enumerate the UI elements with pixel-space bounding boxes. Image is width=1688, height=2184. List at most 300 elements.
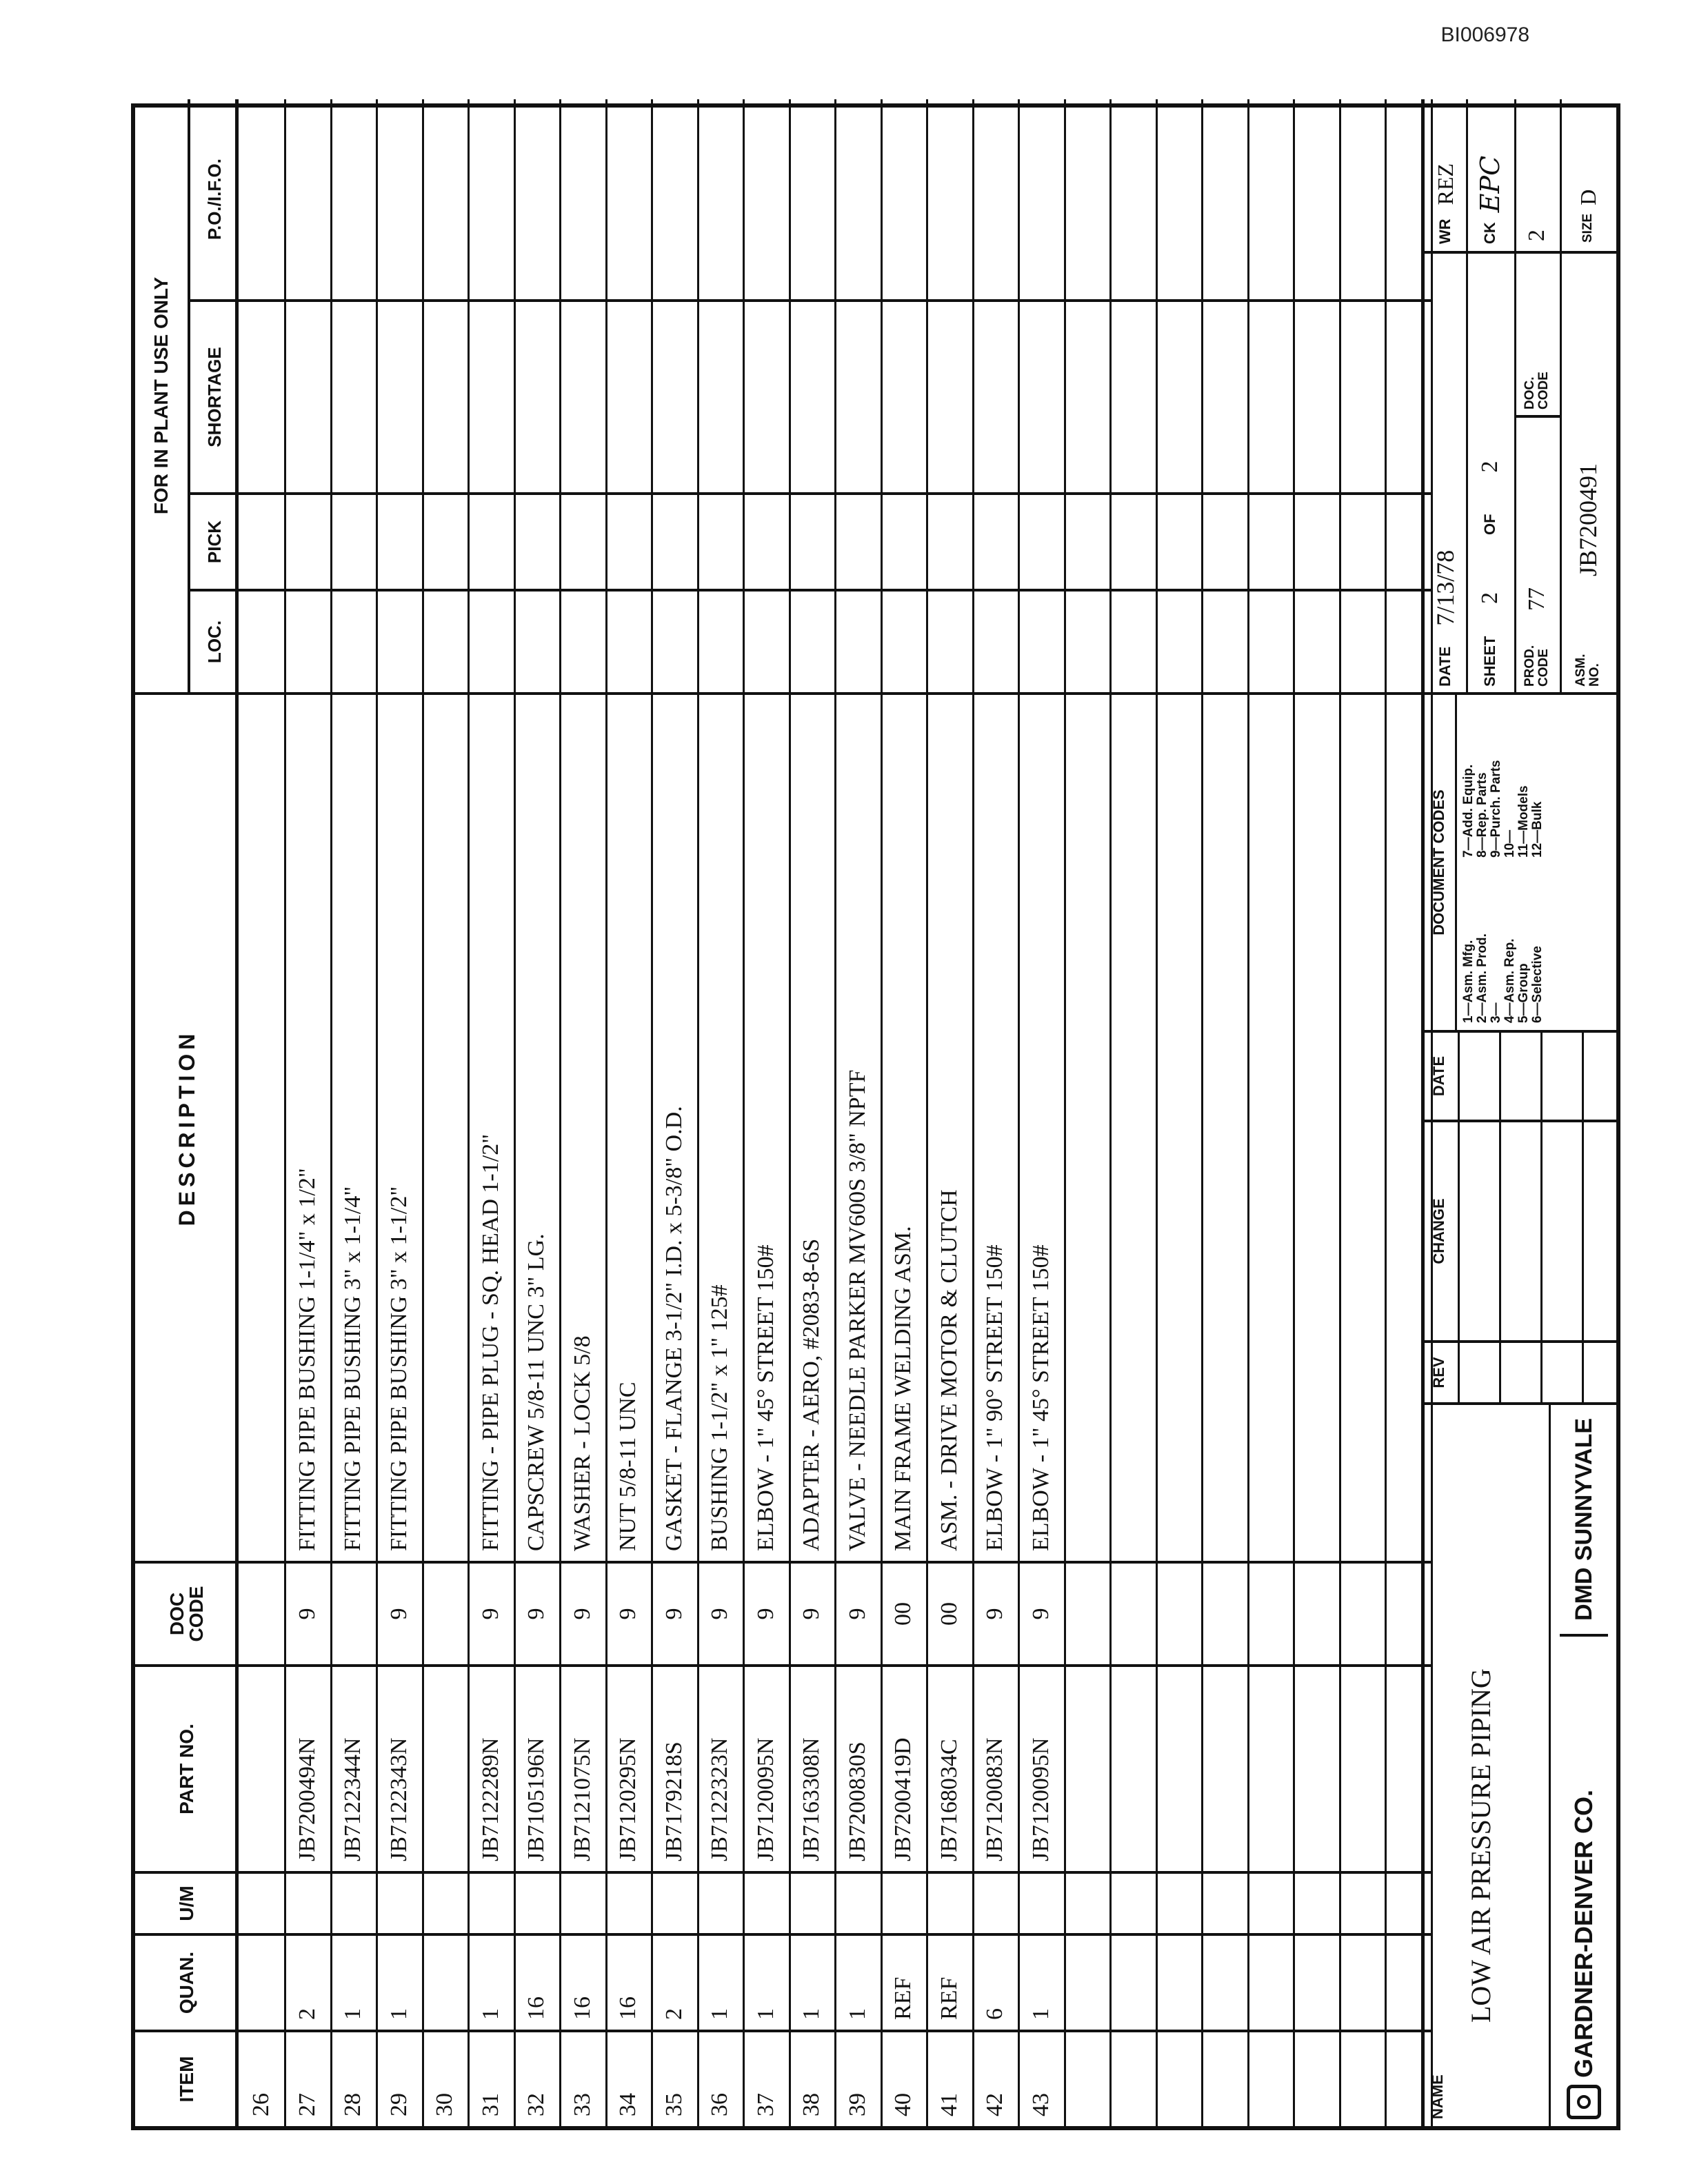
empty-cell [376, 1871, 422, 1933]
empty-cell [285, 99, 330, 299]
quan-cell [1339, 1933, 1385, 2030]
part-no-cell [1247, 1664, 1293, 1871]
table-row [285, 99, 332, 2126]
sheet-value: 2 [1477, 592, 1503, 604]
empty-cell [743, 299, 789, 492]
empty-cell [697, 299, 743, 492]
table-row [835, 99, 883, 2126]
table-row [927, 99, 974, 2126]
empty-cell [1064, 1871, 1109, 1933]
quan-cell: 2 [652, 1933, 697, 2030]
empty-cell [1202, 589, 1247, 692]
quan-cell [1294, 1933, 1339, 2030]
description-cell: ELBOW - 1" 45° STREET 150# [1018, 692, 1064, 1561]
doc-code-cell [422, 1561, 468, 1664]
empty-cell [285, 299, 330, 492]
description-cell: FITTING PIPE BUSHING 1-1/4" x 1/2" [285, 692, 330, 1561]
division-name: DMD SUNNYVALE [1570, 1417, 1597, 1621]
empty-cell [330, 589, 376, 692]
item-cell: 37 [743, 2030, 789, 2126]
col-loc: LOC. [190, 589, 239, 692]
empty-cell [422, 99, 468, 299]
empty-cell [697, 492, 743, 589]
doc-code-entry: 9—Purch. Parts [1488, 760, 1503, 858]
table-row [1018, 99, 1066, 2126]
quan-cell: 1 [789, 1933, 834, 2030]
description-cell [422, 692, 468, 1561]
doc-code-entry: 1—Asm. Mfg. [1461, 940, 1476, 1023]
table-row [697, 99, 745, 2126]
empty-cell [927, 589, 972, 692]
doc-code-entry: 11—Models [1516, 785, 1531, 858]
empty-cell [239, 99, 284, 299]
item-cell: 43 [1018, 2030, 1064, 2126]
part-no-cell: JB7179218S [652, 1664, 697, 1871]
item-cell: 29 [376, 2030, 422, 2126]
part-no-cell: JB7120083N [972, 1664, 1018, 1871]
table-row [743, 99, 791, 2126]
description-cell [1202, 692, 1247, 1561]
empty-cell [1018, 99, 1064, 299]
description-cell: GASKET - FLANGE 3-1/2" I.D. x 5-3/8" O.D. [652, 692, 697, 1561]
description-cell: ELBOW - 1" 45° STREET 150# [743, 692, 789, 1561]
empty-cell [652, 589, 697, 692]
empty-cell [560, 492, 605, 589]
empty-cell [927, 99, 972, 299]
doc-code-cell: 9 [285, 1561, 330, 1664]
quan-cell: 6 [972, 1933, 1018, 2030]
part-no-cell: JB7122323N [697, 1664, 743, 1871]
empty-cell [652, 299, 697, 492]
empty-cell [1202, 1871, 1247, 1933]
description-cell: NUT 5/8-11 UNC [605, 692, 651, 1561]
parts-list-form [131, 103, 1620, 2130]
empty-cell [972, 589, 1018, 692]
part-no-cell: JB7120295N [605, 1664, 651, 1871]
empty-cell [927, 1871, 972, 1933]
part-no-cell: JB7200419D [881, 1664, 926, 1871]
empty-cell [239, 299, 284, 492]
table-row [605, 99, 653, 2126]
name-label: NAME [1429, 2074, 1446, 2119]
item-cell: 32 [514, 2030, 559, 2126]
empty-cell [789, 299, 834, 492]
part-no-cell [1156, 1664, 1201, 1871]
table-row [560, 99, 607, 2126]
part-no-cell [239, 1664, 284, 1871]
empty-cell [1294, 299, 1339, 492]
empty-cell [927, 492, 972, 589]
item-cell: 36 [697, 2030, 743, 2126]
doc-code-cell [1202, 1561, 1247, 1664]
quan-cell: 2 [285, 1933, 330, 2030]
empty-cell [881, 99, 926, 299]
empty-cell [1294, 1871, 1339, 1933]
empty-cell [743, 99, 789, 299]
doc-code-cell [1339, 1561, 1385, 1664]
document-codes [1425, 692, 1616, 1030]
prod-code-value: 77 [1524, 587, 1549, 611]
table-row [1202, 99, 1249, 2126]
empty-cell [697, 589, 743, 692]
empty-cell [1018, 1871, 1064, 1933]
empty-cell [330, 99, 376, 299]
quan-cell [422, 1933, 468, 2030]
table-row [468, 99, 516, 2126]
doc-code-entry: 12—Bulk [1529, 801, 1545, 858]
date-value: 7/13/78 [1431, 549, 1459, 626]
part-no-cell: JB7122343N [376, 1664, 422, 1871]
empty-cell [376, 492, 422, 589]
empty-cell [239, 1871, 284, 1933]
prod-code-label: PROD. CODE [1523, 645, 1551, 687]
col-um: U/M [135, 1871, 239, 1933]
quan-cell: REF [927, 1933, 972, 2030]
quan-cell: 1 [835, 1933, 881, 2030]
empty-cell [422, 299, 468, 492]
empty-cell [468, 589, 514, 692]
doc-code-entry: 3— [1488, 1002, 1503, 1023]
doc-code-cell: 9 [468, 1561, 514, 1664]
part-no-cell [1110, 1664, 1156, 1871]
empty-cell [514, 589, 559, 692]
table-row [1294, 99, 1341, 2126]
empty-cell [605, 99, 651, 299]
quan-cell: 1 [376, 1933, 422, 2030]
item-cell: 42 [972, 2030, 1018, 2126]
quan-cell [1156, 1933, 1201, 2030]
empty-cell [514, 1871, 559, 1933]
empty-cell [743, 492, 789, 589]
description-cell: ELBOW - 1" 90° STREET 150# [972, 692, 1018, 1561]
description-cell [1247, 692, 1293, 1561]
quan-cell: 1 [697, 1933, 743, 2030]
empty-cell [1018, 299, 1064, 492]
empty-cell [560, 99, 605, 299]
empty-cell [1294, 99, 1339, 299]
col-pofo: P.O./I.F.O. [203, 159, 225, 241]
doc-code-cell: 9 [514, 1561, 559, 1664]
col-doc-code: DOC CODE [135, 1561, 239, 1664]
empty-cell [514, 299, 559, 492]
table-row [1156, 99, 1203, 2126]
empty-cell [330, 492, 376, 589]
doc-code-cell [1156, 1561, 1201, 1664]
part-no-cell [422, 1664, 468, 1871]
doc-code-entry: 7—Add. Equip. [1461, 764, 1476, 858]
empty-cell [1156, 299, 1201, 492]
item-cell [1156, 2030, 1201, 2126]
empty-cell [1156, 589, 1201, 692]
item-cell: 28 [330, 2030, 376, 2126]
part-no-cell: JB7122289N [468, 1664, 514, 1871]
empty-cell [285, 1871, 330, 1933]
empty-cell [330, 299, 376, 492]
doc-code-entry: 5—Group [1516, 963, 1531, 1023]
empty-cell [376, 299, 422, 492]
empty-cell [789, 1871, 834, 1933]
table-row [1110, 99, 1158, 2126]
empty-cell [1018, 492, 1064, 589]
empty-cell [835, 99, 881, 299]
doc-code-cell [1294, 1561, 1339, 1664]
empty-cell [514, 99, 559, 299]
empty-cell [1247, 492, 1293, 589]
doc-code-cell: 00 [881, 1561, 926, 1664]
empty-cell [972, 99, 1018, 299]
quan-cell: 16 [605, 1933, 651, 2030]
quan-cell: 1 [330, 1933, 376, 2030]
col-pick: PICK [190, 492, 239, 589]
empty-cell [468, 99, 514, 299]
empty-cell [697, 1871, 743, 1933]
empty-cell [743, 589, 789, 692]
item-cell: 31 [468, 2030, 514, 2126]
empty-cell [1202, 99, 1247, 299]
empty-cell [422, 492, 468, 589]
rev-label: REV [1430, 1357, 1447, 1388]
table-row [376, 99, 424, 2126]
doc-code-entry: 10— [1502, 829, 1517, 858]
name-value: LOW AIR PRESSURE PIPING [1465, 1668, 1496, 2023]
doc-code-entry: 4—Asm. Rep. [1502, 938, 1517, 1023]
table-row [422, 99, 470, 2126]
empty-cell [743, 1871, 789, 1933]
empty-cell [972, 1871, 1018, 1933]
item-cell: 33 [560, 2030, 605, 2126]
empty-cell [605, 299, 651, 492]
table-row [1064, 99, 1112, 2126]
empty-cell [1110, 492, 1156, 589]
empty-cell [1110, 99, 1156, 299]
empty-cell [285, 492, 330, 589]
col-part-no: PART NO. [135, 1664, 239, 1871]
part-no-cell: JB7163308N [789, 1664, 834, 1871]
col-item: ITEM [135, 2030, 239, 2126]
asm-no-label: ASM. NO. [1574, 654, 1602, 687]
empty-cell [972, 492, 1018, 589]
empty-cell [468, 492, 514, 589]
document-id: BI006978 [1440, 23, 1529, 46]
wr-label: WR [1436, 219, 1454, 244]
empty-cell [697, 99, 743, 299]
empty-cell [239, 589, 284, 692]
empty-cell [881, 1871, 926, 1933]
item-cell: 26 [239, 2030, 284, 2126]
table-row [330, 99, 378, 2126]
empty-cell [1064, 99, 1109, 299]
description-cell: CAPSCREW 5/8-11 UNC 3" LG. [514, 692, 559, 1561]
part-no-cell: JB7120095N [1018, 1664, 1064, 1871]
item-cell: 34 [605, 2030, 651, 2126]
empty-cell [514, 492, 559, 589]
description-cell: WASHER - LOCK 5/8 [560, 692, 605, 1561]
empty-cell [330, 1871, 376, 1933]
empty-cell [285, 589, 330, 692]
empty-cell [1339, 492, 1385, 589]
size-label: SIZE [1580, 213, 1596, 243]
description-cell: ASM. - DRIVE MOTOR & CLUTCH [927, 692, 972, 1561]
doc-code-cell: 9 [743, 1561, 789, 1664]
empty-cell [835, 1871, 881, 1933]
doc-code-label: DOC. CODE [1514, 354, 1560, 418]
table-row [1339, 99, 1387, 2126]
doc-code-cell: 9 [605, 1561, 651, 1664]
empty-cell [376, 99, 422, 299]
empty-cell [1156, 1871, 1201, 1933]
of-label: OF [1481, 514, 1498, 535]
empty-cell [468, 1871, 514, 1933]
doc-code-cell: 9 [1018, 1561, 1064, 1664]
table-row [881, 99, 928, 2126]
empty-cell [1110, 299, 1156, 492]
empty-cell [1339, 99, 1385, 299]
description-cell: VALVE - NEEDLE PARKER MV600S 3/8" NPTF [835, 692, 881, 1561]
empty-cell [239, 492, 284, 589]
doc-code-cell: 00 [927, 1561, 972, 1664]
empty-cell [1339, 589, 1385, 692]
doc-code-entry: 6—Selective [1529, 946, 1545, 1023]
table-row [789, 99, 836, 2126]
empty-cell [1339, 1871, 1385, 1933]
item-cell [1110, 2030, 1156, 2126]
col-plant-use: FOR IN PLANT USE ONLY [135, 99, 190, 692]
empty-cell [1110, 589, 1156, 692]
quan-cell [239, 1933, 284, 2030]
doc-code-cell: 9 [697, 1561, 743, 1664]
empty-cell [560, 299, 605, 492]
empty-cell [560, 589, 605, 692]
item-cell [1202, 2030, 1247, 2126]
part-no-cell: JB7200494N [285, 1664, 330, 1871]
empty-cell [835, 589, 881, 692]
empty-cell [1202, 492, 1247, 589]
item-cell [1294, 2030, 1339, 2126]
title-block [1421, 99, 1616, 2126]
date-col-label: DATE [1430, 1055, 1447, 1097]
quan-cell [1247, 1933, 1293, 2030]
date-label: DATE [1436, 646, 1454, 687]
doc-code-cell [1110, 1561, 1156, 1664]
doc-code-entry: 2—Asm. Prod. [1474, 933, 1489, 1023]
part-no-cell: JB7122344N [330, 1664, 376, 1871]
size-value: D [1575, 189, 1600, 205]
empty-cell [1247, 589, 1293, 692]
doc-codes-title: DOCUMENT CODES [1430, 789, 1447, 936]
change-label: CHANGE [1430, 1198, 1447, 1264]
empty-cell [605, 589, 651, 692]
empty-cell [789, 492, 834, 589]
quan-cell: 16 [514, 1933, 559, 2030]
item-cell: 27 [285, 2030, 330, 2126]
description-cell: FITTING PIPE BUSHING 3" x 1-1/4" [330, 692, 376, 1561]
empty-cell [376, 589, 422, 692]
doc-code-cell: 9 [789, 1561, 834, 1664]
empty-cell [1202, 299, 1247, 492]
doc-code-cell: 9 [835, 1561, 881, 1664]
empty-cell [1339, 299, 1385, 492]
empty-cell [927, 299, 972, 492]
doc-code-cell: 9 [560, 1561, 605, 1664]
description-cell [1339, 692, 1385, 1561]
wr-value: REZ [1432, 163, 1458, 205]
part-no-cell: JB7121075N [560, 1664, 605, 1871]
empty-cell [881, 299, 926, 492]
description-cell [1110, 692, 1156, 1561]
col-shortage: SHORTAGE [190, 299, 239, 492]
item-cell: 35 [652, 2030, 697, 2126]
empty-cell [560, 1871, 605, 1933]
doc-code-cell [1064, 1561, 1109, 1664]
doc-code-cell [1247, 1561, 1293, 1664]
table-row [514, 99, 561, 2126]
doc-code-cell: 9 [972, 1561, 1018, 1664]
quan-cell: 16 [560, 1933, 605, 2030]
quan-cell [1110, 1933, 1156, 2030]
col-quan: QUAN. [135, 1933, 239, 2030]
empty-cell [1247, 99, 1293, 299]
description-cell: MAIN FRAME WELDING ASM. [881, 692, 926, 1561]
company-name: GARDNER-DENVER CO. [1569, 1789, 1598, 2078]
empty-cell [422, 589, 468, 692]
part-no-cell: JB7105196N [514, 1664, 559, 1871]
empty-cell [1064, 589, 1109, 692]
item-cell: 38 [789, 2030, 834, 2126]
empty-cell [652, 492, 697, 589]
description-cell: ADAPTER - AERO, #2083-8-6S [789, 692, 834, 1561]
table-row [1247, 99, 1295, 2126]
table-row [239, 99, 286, 2126]
description-cell [1156, 692, 1201, 1561]
description-cell: FITTING PIPE BUSHING 3" x 1-1/2" [376, 692, 422, 1561]
part-no-cell: JB7200830S [835, 1664, 881, 1871]
part-no-cell [1294, 1664, 1339, 1871]
item-cell: 40 [881, 2030, 926, 2126]
empty-cell [881, 589, 926, 692]
item-cell: 41 [927, 2030, 972, 2126]
empty-cell [605, 1871, 651, 1933]
item-cell [1064, 2030, 1109, 2126]
empty-cell [1018, 589, 1064, 692]
part-no-cell: JB7120095N [743, 1664, 789, 1871]
empty-cell [789, 99, 834, 299]
empty-cell [1156, 492, 1201, 589]
of-value: 2 [1477, 461, 1503, 473]
doc-code-cell: 9 [652, 1561, 697, 1664]
description-cell [1294, 692, 1339, 1561]
item-cell [1247, 2030, 1293, 2126]
empty-cell [972, 299, 1018, 492]
empty-cell [1064, 299, 1109, 492]
description-cell [239, 692, 284, 1561]
doc-code-cell [239, 1561, 284, 1664]
table-row [972, 99, 1020, 2126]
empty-cell [881, 492, 926, 589]
ck-label: CK [1481, 222, 1498, 244]
ck-value: EPC [1475, 155, 1505, 213]
quan-cell [1064, 1933, 1109, 2030]
doc-code-entry: 8—Rep. Parts [1474, 772, 1489, 858]
col-description: DESCRIPTION [135, 692, 239, 1561]
empty-cell [422, 1871, 468, 1933]
part-no-cell: JB7168034C [927, 1664, 972, 1871]
empty-cell [789, 589, 834, 692]
part-no-cell [1064, 1664, 1109, 1871]
empty-cell [652, 99, 697, 299]
empty-cell [1294, 492, 1339, 589]
quan-cell: REF [881, 1933, 926, 2030]
quan-cell: 1 [1018, 1933, 1064, 2030]
